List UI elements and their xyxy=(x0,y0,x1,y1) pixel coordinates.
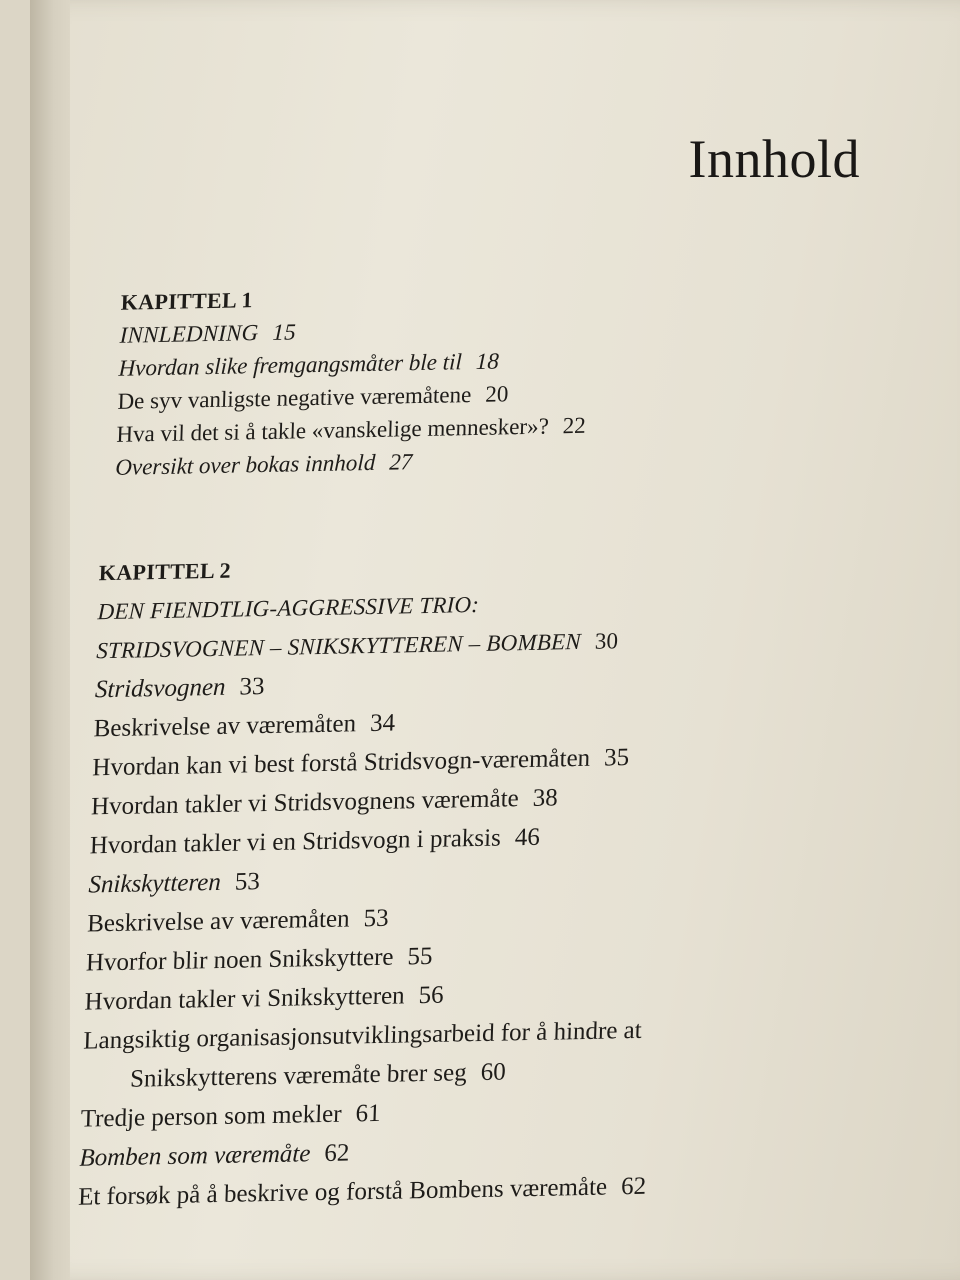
toc-entry-text: Hvordan takler vi Snikskytteren xyxy=(84,982,406,1016)
toc-entry-text: Snikskytterens væremåte brer seg xyxy=(129,1059,468,1093)
toc-entry-page: 56 xyxy=(418,981,445,1010)
toc-entry-text: Tredje person som mekler xyxy=(80,1100,343,1133)
toc-entry-text: De syv vanligste negative væremåtene xyxy=(117,382,472,414)
toc-entry-text: Hvordan takler vi Stridsvognens væremåte xyxy=(90,785,520,821)
toc-entry-text: Snikskytteren xyxy=(88,868,222,899)
toc-entry-page: 27 xyxy=(388,449,413,475)
toc-entry-text: Stridsvognen xyxy=(94,673,226,704)
toc-entry-text: Hva vil det si å takle «vanskelige mennesker»? xyxy=(116,413,550,447)
toc-entry-page: 35 xyxy=(603,744,630,772)
toc-entry-text: Beskrivelse av væremåten xyxy=(93,710,357,743)
toc-entry-page: 53 xyxy=(234,868,261,896)
toc-entry-page: 46 xyxy=(514,823,541,852)
toc-entry-page: 38 xyxy=(532,784,559,812)
toc-entry-page: 34 xyxy=(369,709,396,738)
toc-entry-text: INNLEDNING xyxy=(119,320,259,348)
toc-entry-text: Hvordan kan vi best forstå Stridsvogn-væremåten xyxy=(91,744,591,782)
toc-entry-page: 55 xyxy=(407,942,433,971)
toc-entry-text: DEN FIENDTLIG-AGGRESSIVE TRIO: xyxy=(97,591,480,625)
chapter-1-label: KAPITTEL 1 xyxy=(120,287,254,315)
toc-entry-text: Beskrivelse av væremåten xyxy=(86,905,351,938)
toc-entry-text: Bomben som væremåte xyxy=(79,1140,311,1172)
toc-entry-page: 53 xyxy=(363,904,390,933)
toc-entry-text: Hvordan slike fremgangsmåter ble til xyxy=(118,349,463,381)
toc-entry-page: 62 xyxy=(323,1139,350,1167)
toc-entry-page: 62 xyxy=(620,1172,647,1201)
toc-entry-page: 33 xyxy=(239,673,265,701)
toc-entry-page: 15 xyxy=(272,319,297,345)
toc-entry-text: Langsiktig organisasjonsutviklingsarbeid for å hindre at xyxy=(82,1016,643,1055)
toc-entry-text: Hvorfor blir noen Snikskyttere xyxy=(85,943,394,977)
toc-entry-text: Oversikt over bokas innhold xyxy=(114,449,376,480)
toc-entry-text: Hvordan takler vi en Stridsvogn i praksis xyxy=(89,824,502,860)
toc-entry-text: STRIDSVOGNEN – SNIKSKYTTEREN – BOMBEN xyxy=(95,628,582,664)
toc-entry-page: 30 xyxy=(594,628,619,654)
page-title: Innhold xyxy=(688,129,860,189)
toc-entry-page: 18 xyxy=(475,348,500,374)
chapter-2-section xyxy=(78,542,668,1216)
toc-entry-page: 60 xyxy=(480,1058,507,1086)
toc-entry-page: 61 xyxy=(355,1099,382,1128)
toc-entry-page: 22 xyxy=(562,412,587,439)
chapter-2-label: KAPITTEL 2 xyxy=(98,557,232,586)
toc-entry-page: 20 xyxy=(484,381,509,407)
toc-entry-text: Et forsøk på å beskrive og forstå Bombens væremåte xyxy=(77,1173,608,1211)
chapter-1-section xyxy=(115,277,591,484)
